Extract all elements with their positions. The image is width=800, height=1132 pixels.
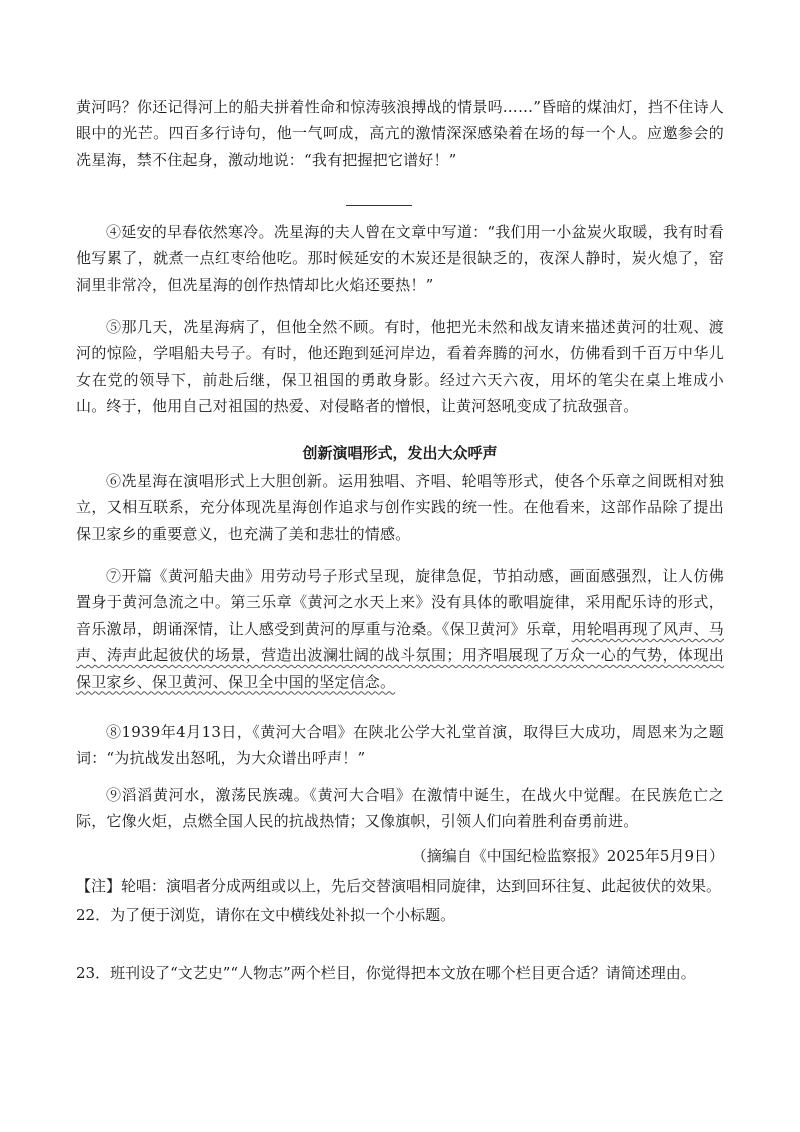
paragraph-5: ⑤那几天，冼星海病了，但他全然不顾。有时，他把光未然和战友请来描述黄河的壮观、渡河的惊险，学唱船夫号子。有时，他还跑到延河岸边，看着奔腾的河水，仿佛看到千百万中华儿女在党的领导下，前赴后继，保卫祖国的勇敢身影。经过六天六夜，用坏的笔尖在桌上堆成小山。终于，他用自己对祖国的热爱、对侵略者的憎恨，让黄河怒吼变成了抗敌强音。 [76, 318, 724, 416]
paragraph-7-wavy-underlined: 用轮唱再现了风声、马声、涛声此起彼伏的场景，营造出波澜壮阔的战斗氛围；用齐唱展现了万众一心的气势，体现出保卫家乡、保卫黄河、保卫全中国的坚定信念。 [76, 619, 724, 691]
paragraph-7-text: ⑦开篇《黄河船夫曲》用劳动号子形式呈现，旋律急促，节拍动感，画面感强烈，让人仿佛置身于黄河急流之中。第三乐章《黄河之水天上来》没有具体的歌唱旋律，采用配乐诗的形式，音乐激昂，朗诵深情，让人感受到黄河的厚重与沧桑。《保卫黄河》乐章， [76, 567, 724, 638]
subtitle-blank-line [346, 205, 412, 206]
question-23: 23．班刊设了“文艺史”“人物志”两个栏目，你觉得把本文放在哪个栏目更合适？请简述理由。 [76, 964, 696, 982]
question-22: 22．为了便于浏览，请你在文中横线处补拟一个小标题。 [76, 906, 456, 924]
paragraph-8: ⑧1939年4月13日，《黄河大合唱》在陕北公学大礼堂首演，取得巨大成功，周恩来为之题词：“为抗战发出怒吼，为大众谱出呼声！” [76, 723, 724, 768]
paragraph-4: ④延安的早春依然寒冷。冼星海的夫人曾在文章中写道：“我们用一小盆炭火取暖，我有时看他写累了，就煮一点红枣给他吃。那时候延安的木炭还是很缺乏的，夜深人静时，炭火熄了，窑洞里非常冷，但冼星海的创作热情却比火焰还要热！” [76, 223, 724, 294]
footnote: 【注】轮唱：演唱者分成两组或以上，先后交替演唱相同旋律，达到回环往复、此起彼伏的效果。 [76, 877, 722, 895]
paragraph-9: ⑨滔滔黄河水，激荡民族魂。《黄河大合唱》在激情中诞生，在战火中觉醒。在民族危亡之际，它像火炬，点燃全国人民的抗战热情；又像旗帜，引领人们向着胜利奋勇前进。 [76, 786, 724, 831]
paragraph-7 [76, 563, 724, 695]
paragraph-6: ⑥冼星海在演唱形式上大胆创新。运用独唱、齐唱、轮唱等形式，使各个乐章之间既相对独立，又相互联系，充分体现冼星海创作追求与创作实践的统一性。在他看来，这部作品除了提出保卫家乡的重要意义，也充满了美和悲壮的情感。 [76, 472, 724, 543]
paragraph-continued: 黄河吗？你还记得河上的船夫拼着性命和惊涛骇浪搏战的情景吗……”昏暗的煤油灯，挡不住诗人眼中的光芒。四百多行诗句，他一气呵成，高亢的激情深深感染着在场的每一个人。应邀参会的冼星海，禁不住起身，激动地说：“我有把握把它谱好！” [76, 98, 724, 169]
source-citation: （摘编自《中国纪检监察报》2025年5月9日） [411, 847, 724, 865]
section-subtitle: 创新演唱形式，发出大众呼声 [302, 444, 498, 462]
